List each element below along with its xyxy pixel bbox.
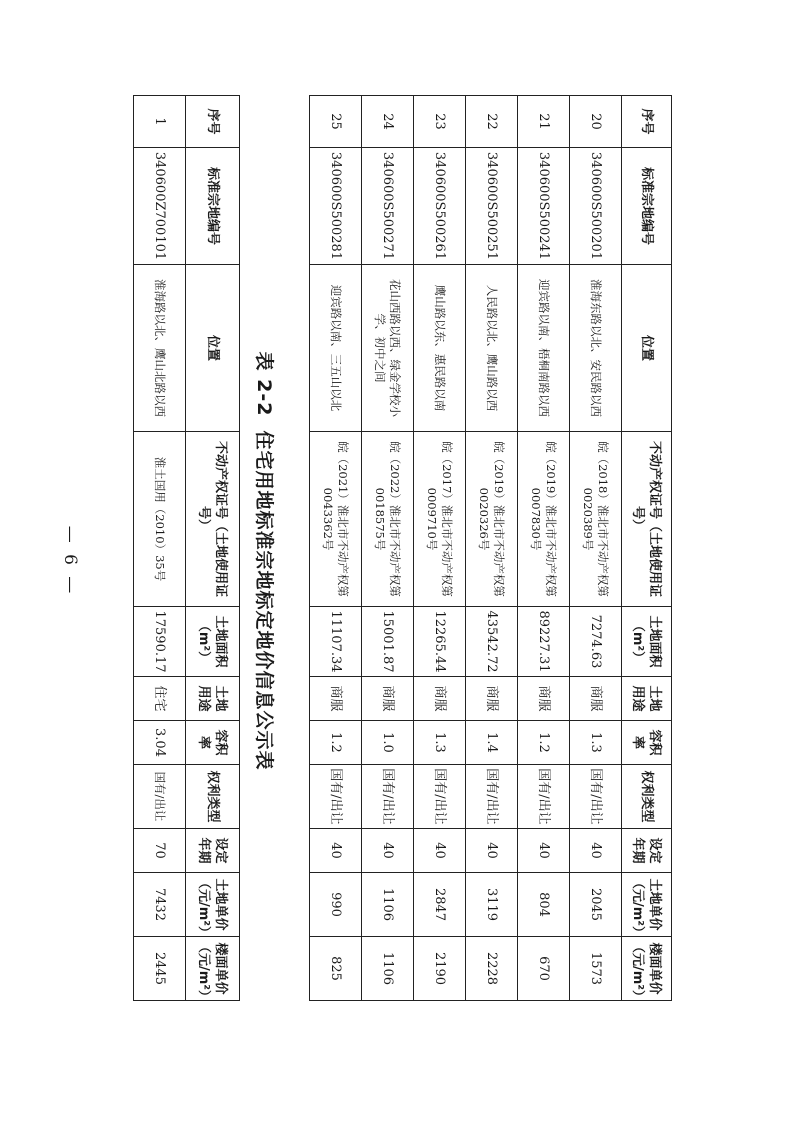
table-number: 表 2-2	[253, 351, 275, 417]
col-term: 设定年期	[186, 829, 240, 873]
cell-seq: 21	[518, 96, 570, 148]
cell-floor-price: 1106	[362, 937, 414, 1001]
cell-floor-price: 2228	[466, 937, 518, 1001]
cell-unit-price: 804	[518, 873, 570, 937]
cell-cert: 皖（2019）淮北市不动产权第0007830号	[518, 432, 570, 607]
cell-use: 商服	[310, 677, 362, 721]
cell-use: 商服	[414, 677, 466, 721]
col-rights: 权利类型	[186, 765, 240, 829]
cell-use: 商服	[518, 677, 570, 721]
cell-location: 迎宾路以南、三五山以北	[310, 265, 362, 432]
cell-term: 70	[134, 829, 186, 873]
cell-unit-price: 2045	[570, 873, 622, 937]
col-cert: 不动产权证号（土地使用证号）	[186, 432, 240, 607]
cell-seq: 23	[414, 96, 466, 148]
cell-code: 340600S500261	[414, 148, 466, 265]
cell-rights: 国有/出让	[362, 765, 414, 829]
cell-cert: 皖（2021）淮北市不动产权第0043362号	[310, 432, 362, 607]
cell-far: 3.04	[134, 721, 186, 765]
cell-cert: 皖（2018）淮北市不动产权第0020389号	[570, 432, 622, 607]
cell-cert: 皖（2017）淮北市不动产权第0009710号	[414, 432, 466, 607]
col-far: 容积率	[622, 721, 672, 765]
cell-term: 40	[570, 829, 622, 873]
col-code: 标准宗地编号	[186, 148, 240, 265]
cell-floor-price: 2445	[134, 937, 186, 1001]
cell-cert: 淮土国用（2010）35号	[134, 432, 186, 607]
col-seq: 序号	[186, 96, 240, 148]
cell-unit-price: 2847	[414, 873, 466, 937]
table-header-row	[186, 96, 240, 1001]
col-use: 土地用途	[186, 677, 240, 721]
cell-far: 1.3	[414, 721, 466, 765]
cell-use: 商服	[362, 677, 414, 721]
col-far: 容积率	[186, 721, 240, 765]
cell-code: 340600S500201	[570, 148, 622, 265]
cell-floor-price: 2190	[414, 937, 466, 1001]
cell-term: 40	[518, 829, 570, 873]
table-row	[310, 96, 362, 1001]
cell-cert: 皖（2019）淮北市不动产权第0020326号	[466, 432, 518, 607]
cell-unit-price: 3119	[466, 873, 518, 937]
cell-cert: 皖（2022）淮北市不动产权第0018575号	[362, 432, 414, 607]
cell-area: 89227.31	[518, 607, 570, 677]
col-unit-price: 土地单价（元/m²）	[622, 873, 672, 937]
cell-area: 17590.17	[134, 607, 186, 677]
table-header-row	[622, 96, 672, 1001]
cell-term: 40	[414, 829, 466, 873]
cell-far: 1.2	[518, 721, 570, 765]
page-number: — 6 —	[60, 525, 80, 597]
table-caption	[252, 0, 279, 1122]
cell-floor-price: 825	[310, 937, 362, 1001]
col-use: 土地用途	[622, 677, 672, 721]
cell-seq: 20	[570, 96, 622, 148]
col-floor-price: 楼面单价（元/m²）	[186, 937, 240, 1001]
cell-code: 340600S500251	[466, 148, 518, 265]
cell-unit-price: 1106	[362, 873, 414, 937]
table-row	[414, 96, 466, 1001]
table-row	[362, 96, 414, 1001]
cell-area: 7274.63	[570, 607, 622, 677]
cell-area: 43542.72	[466, 607, 518, 677]
col-code: 标准宗地编号	[622, 148, 672, 265]
cell-location: 淮海路以北、鹰山北路以西	[134, 265, 186, 432]
col-term: 设定年期	[622, 829, 672, 873]
col-location: 位置	[622, 265, 672, 432]
cell-term: 40	[362, 829, 414, 873]
cell-area: 11107.34	[310, 607, 362, 677]
commercial-land-table	[309, 95, 672, 1001]
cell-rights: 国有/出让	[134, 765, 186, 829]
cell-area: 15001.87	[362, 607, 414, 677]
cell-rights: 国有/出让	[518, 765, 570, 829]
cell-code: 340600S500241	[518, 148, 570, 265]
col-rights: 权利类型	[622, 765, 672, 829]
cell-far: 1.0	[362, 721, 414, 765]
cell-unit-price: 7432	[134, 873, 186, 937]
cell-seq: 1	[134, 96, 186, 148]
col-area: 土地面积（m²）	[186, 607, 240, 677]
cell-use: 商服	[570, 677, 622, 721]
cell-code: 340600S500281	[310, 148, 362, 265]
cell-rights: 国有/出让	[414, 765, 466, 829]
cell-location: 人民路以北、鹰山路以西	[466, 265, 518, 432]
cell-rights: 国有/出让	[310, 765, 362, 829]
cell-area: 12265.44	[414, 607, 466, 677]
table-row	[134, 96, 186, 1001]
cell-unit-price: 990	[310, 873, 362, 937]
cell-floor-price: 670	[518, 937, 570, 1001]
cell-rights: 国有/出让	[466, 765, 518, 829]
cell-floor-price: 1573	[570, 937, 622, 1001]
cell-term: 40	[310, 829, 362, 873]
col-cert: 不动产权证号（土地使用证号）	[622, 432, 672, 607]
cell-seq: 24	[362, 96, 414, 148]
cell-location: 花山西路以西、绿金学校小学、初中之间	[362, 265, 414, 432]
cell-far: 1.4	[466, 721, 518, 765]
cell-far: 1.2	[310, 721, 362, 765]
cell-location: 鹰山路以东、惠民路以南	[414, 265, 466, 432]
cell-rights: 国有/出让	[570, 765, 622, 829]
residential-land-table	[133, 95, 240, 1001]
cell-term: 40	[466, 829, 518, 873]
col-unit-price: 土地单价（元/m²）	[186, 873, 240, 937]
col-area: 土地面积（m²）	[622, 607, 672, 677]
table-row	[570, 96, 622, 1001]
cell-location: 淮海东路以北、安民路以西	[570, 265, 622, 432]
col-location: 位置	[186, 265, 240, 432]
cell-use: 住宅	[134, 677, 186, 721]
table-title: 住宅用地标准宗地标定地价信息公示表	[253, 430, 275, 771]
col-floor-price: 楼面单价（元/m²）	[622, 937, 672, 1001]
table-row	[518, 96, 570, 1001]
cell-location: 迎宾路以南、梧桐南路以西	[518, 265, 570, 432]
cell-seq: 25	[310, 96, 362, 148]
cell-use: 商服	[466, 677, 518, 721]
table-row	[466, 96, 518, 1001]
cell-far: 1.3	[570, 721, 622, 765]
cell-seq: 22	[466, 96, 518, 148]
cell-code: 340600Z700101	[134, 148, 186, 265]
cell-code: 340600S500271	[362, 148, 414, 265]
col-seq: 序号	[622, 96, 672, 148]
